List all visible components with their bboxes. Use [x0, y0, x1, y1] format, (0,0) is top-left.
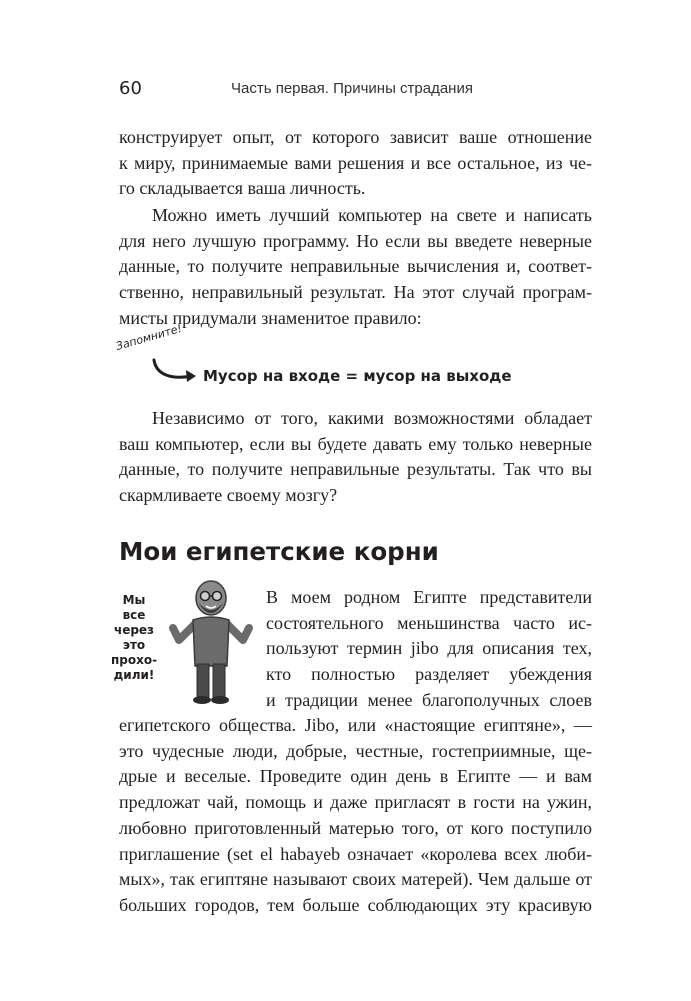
- text-line: мисты придумали знаменитое правило:: [119, 307, 422, 328]
- text-line: скармливаете своему мозгу?: [119, 485, 338, 506]
- text-line: кто полностью разделяет убеждения: [266, 664, 592, 685]
- text-line: мых», так египтяне называют своих матерей). Чем дальше от: [119, 869, 592, 890]
- caption-line: через: [113, 623, 155, 637]
- section-heading: Мои египетские корни: [119, 537, 439, 566]
- text-line: состоятельного меньшинства часто ис-: [266, 612, 592, 633]
- text-line: предложат чай, помощь и даже пригласят в гости на ужин,: [119, 792, 592, 813]
- wrapped-paragraph: [266, 585, 592, 714]
- text-line: Можно иметь лучший компьютер на свете и написать: [152, 205, 592, 225]
- caption-line: это: [122, 638, 146, 652]
- caption-line: дили!: [113, 668, 155, 682]
- text-line: и традиции менее благополучных слоев: [266, 689, 592, 710]
- page-number: 60: [119, 78, 142, 99]
- paragraph-3: [119, 406, 592, 509]
- shrugging-man-icon: [165, 580, 257, 705]
- text-line: дрые и веселые. Проведите один день в Египте — и вам: [119, 766, 592, 787]
- text-line: к миру, принимаемые вами решения и все остальное, из че-: [119, 152, 592, 173]
- text-line: го складывается ваша личность.: [119, 178, 366, 199]
- text-line: больших городов, тем больше соблюдающих эту красивую: [119, 894, 592, 915]
- paragraph-2: [119, 203, 592, 332]
- text-line: это чудесные люди, добрые, честные, гостеприимные, ще-: [119, 740, 592, 761]
- text-line: приглашение (set el habayeb означает «королева всех люби-: [119, 843, 592, 864]
- text-line: пользуют термин jibo для описания тех,: [266, 638, 592, 659]
- text-line: Независимо от того, какими возможностями обладает: [152, 408, 592, 428]
- caption-line: все: [122, 608, 146, 622]
- text-line: для него лучшую программу. Но если вы введете неверные: [119, 230, 592, 251]
- curved-arrow-icon: [150, 356, 202, 386]
- caption-line: прохо-: [110, 653, 158, 667]
- running-head: Часть первая. Причины страдания: [231, 80, 473, 97]
- text-line: ственно, неправильный результат. На этот случай програм-: [119, 282, 592, 303]
- text-line: конструирует опыт, от которого зависит ваше отношение: [119, 127, 592, 147]
- paragraph-1: [119, 125, 592, 202]
- rule-text: Мусор на входе = мусор на выходе: [203, 367, 512, 385]
- text-line: ваш компьютер, если вы будете давать ему только неверные: [119, 433, 592, 454]
- text-line: любовно приготовленный матерью того, от кого поступило: [119, 817, 592, 838]
- remember-label: Запомните!: [114, 321, 184, 353]
- text-line: данные, то получите неправильные вычисления и, соответ-: [119, 256, 592, 277]
- text-line: В моем родном Египте представители: [266, 587, 592, 607]
- speech-caption: [104, 593, 164, 683]
- text-line: данные, то получите неправильные результаты. Так что вы: [119, 459, 592, 480]
- caption-line: Мы: [122, 593, 146, 607]
- continued-paragraph: [119, 713, 592, 919]
- text-line: египетского общества. Jibo, или «настоящие египтяне», —: [119, 715, 592, 735]
